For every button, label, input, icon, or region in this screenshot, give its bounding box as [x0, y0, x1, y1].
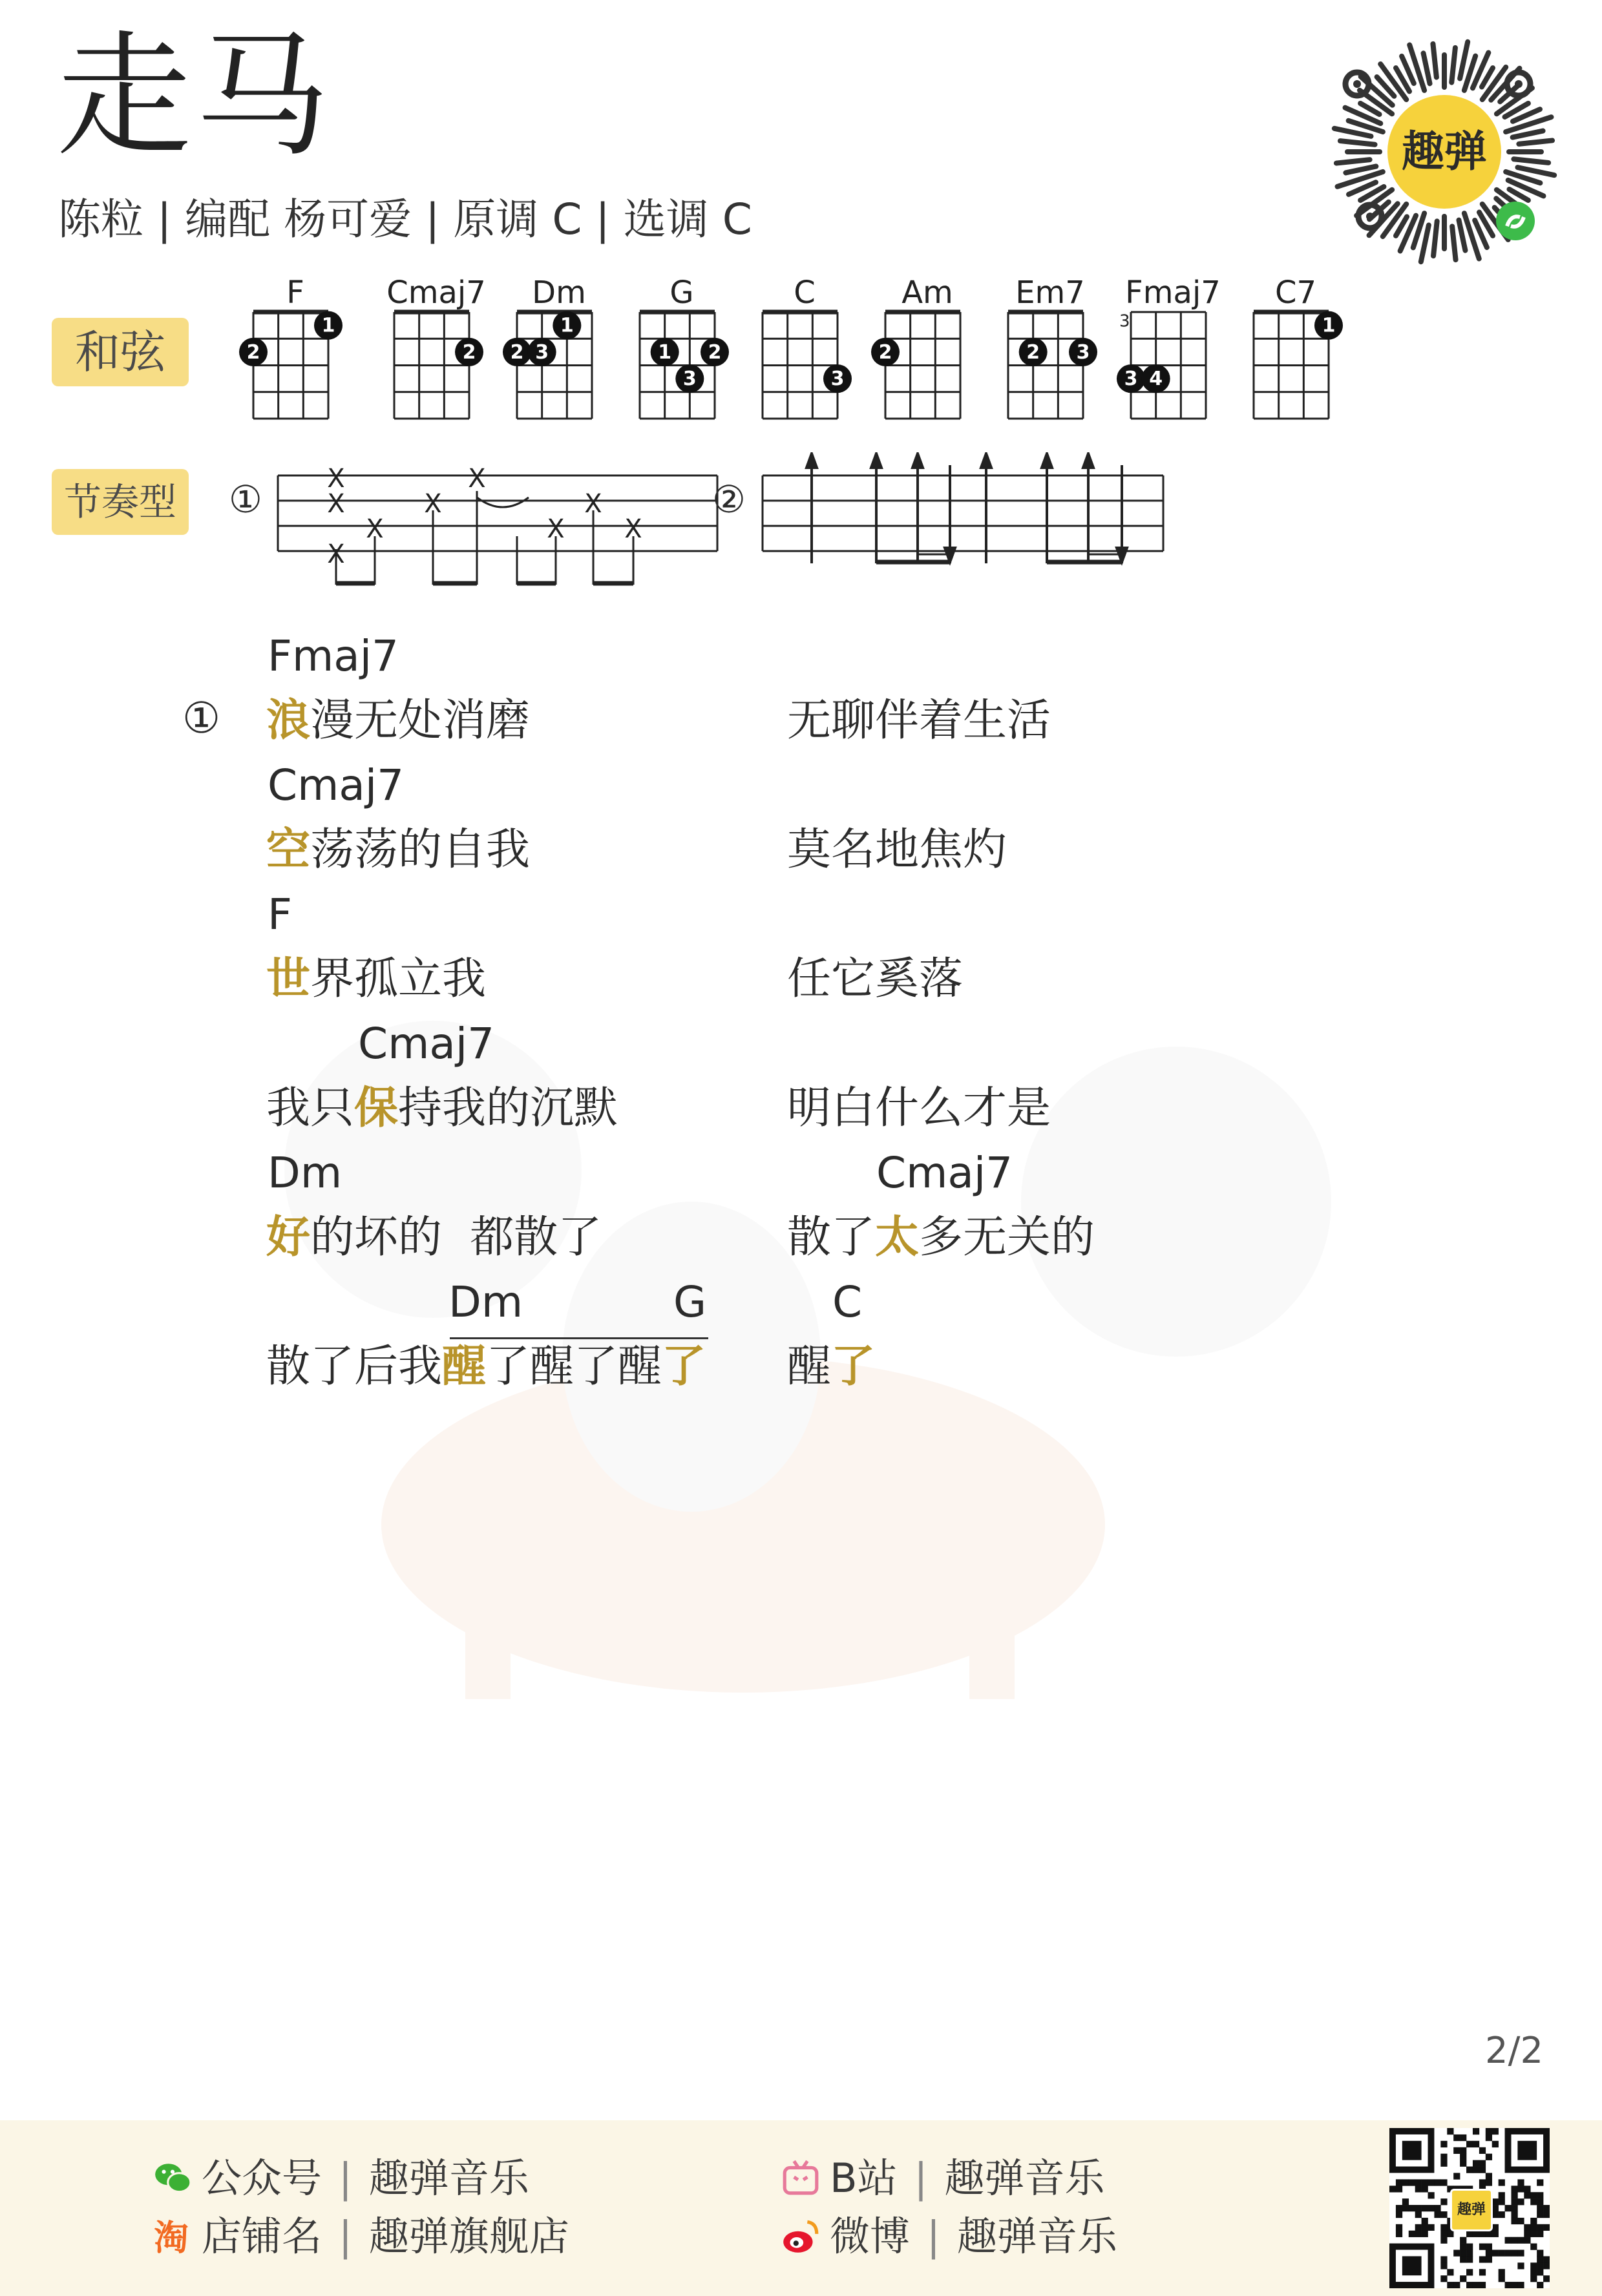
finger-number: 3 — [830, 368, 845, 391]
lyric-accent: 世 — [266, 954, 311, 1005]
chord-label: Cmaj7 — [876, 1148, 1013, 1198]
svg-text:X: X — [547, 514, 565, 544]
taobao-icon — [153, 2217, 193, 2257]
chord-label: Cmaj7 — [358, 1019, 495, 1069]
lyric-text: 界孤立我 — [310, 954, 487, 1005]
lyric-text: 持我的沉默 — [398, 1083, 618, 1134]
chord-diagram-dm — [504, 275, 614, 423]
chord-label: G — [673, 1277, 707, 1327]
finger-number: 3 — [682, 368, 697, 391]
svg-text:X: X — [424, 489, 442, 519]
bilibili-label: B站 — [830, 2155, 898, 2202]
logo-badge[interactable] — [1325, 32, 1564, 271]
lyric-line — [787, 1211, 1095, 1265]
finger-number: 1 — [1322, 314, 1336, 337]
chord-grid — [1118, 307, 1219, 433]
meta-separator: | — [156, 194, 172, 244]
wechat-value: 趣弹音乐 — [368, 2155, 529, 2202]
tie-line — [450, 1337, 708, 1339]
chord-diagram-em7 — [995, 275, 1105, 423]
weibo-icon — [781, 2217, 821, 2257]
chord-name: G — [669, 275, 694, 311]
bilibili-value: 趣弹音乐 — [944, 2155, 1105, 2202]
weibo-value: 趣弹音乐 — [956, 2213, 1117, 2260]
song-title: 走马 — [57, 19, 333, 175]
section-number: ① — [182, 693, 221, 743]
chord-grid — [504, 307, 605, 433]
song-meta — [58, 194, 752, 245]
start-fret-label: 3 — [1119, 311, 1130, 331]
lyric-accent: 了 — [831, 1341, 876, 1392]
svg-text:淘: 淘 — [154, 2217, 189, 2257]
finger-number: 3 — [1124, 368, 1138, 391]
finger-number: 2 — [1026, 340, 1040, 364]
finger-number: 2 — [878, 340, 892, 364]
footer-weibo[interactable] — [781, 2211, 1117, 2262]
footer-bilibili[interactable] — [781, 2153, 1104, 2204]
chord-grid — [872, 307, 973, 433]
lyric-text: 散了后我 — [266, 1341, 443, 1392]
taobao-value: 趣弹旗舰店 — [368, 2213, 569, 2260]
lyric-line — [266, 1081, 618, 1136]
chord-grid — [381, 307, 482, 433]
logo-text: 趣弹 — [1402, 127, 1487, 176]
svg-text:X: X — [468, 464, 486, 494]
chord-grid — [627, 307, 728, 433]
svg-text:X: X — [327, 464, 345, 494]
chord-name: Am — [901, 275, 953, 311]
chord-label: F — [268, 890, 292, 939]
lyric-text: 的坏的 都散了 — [310, 1212, 602, 1263]
chord-name: C7 — [1274, 275, 1317, 311]
lyric-line — [787, 1340, 875, 1394]
footer-qr-code[interactable] — [1389, 2128, 1550, 2288]
footer-separator: | — [927, 2213, 940, 2260]
finger-number: 3 — [535, 340, 549, 364]
chord-name: Fmaj7 — [1125, 275, 1221, 311]
chord-diagram-c7 — [1241, 275, 1351, 423]
lyric-line: 无聊伴着生活 — [787, 695, 1051, 746]
chord-label: Cmaj7 — [268, 760, 405, 810]
finger-number: 2 — [708, 340, 722, 364]
chord-grid — [750, 307, 850, 433]
chord-label: Dm — [268, 1148, 343, 1198]
lyric-accent: 醒 — [442, 1341, 487, 1392]
lyric-line — [266, 823, 530, 877]
chosen-key-label: 选调 — [623, 194, 709, 244]
lyric-line: 明白什么才是 — [787, 1083, 1051, 1134]
lyric-text: 我只 — [266, 1083, 355, 1134]
qr-center-badge: 趣弹 — [1450, 2189, 1493, 2231]
lyric-accent: 空 — [266, 824, 311, 875]
footer-taobao[interactable] — [153, 2211, 569, 2262]
finger-number: 1 — [321, 314, 335, 337]
finger-number: 4 — [1149, 368, 1163, 391]
chord-grid — [995, 307, 1096, 433]
chosen-key: C — [722, 194, 752, 244]
svg-text:X: X — [366, 514, 384, 544]
original-key-label: 原调 — [453, 194, 539, 244]
chord-name: C — [794, 275, 816, 311]
rhythm-pattern-1 — [271, 452, 763, 601]
rhythm-tag: 节奏型 — [52, 469, 189, 535]
finger-number: 1 — [560, 314, 574, 337]
lyric-line: 任它奚落 — [787, 954, 964, 1005]
lyric-line — [266, 952, 486, 1007]
svg-text:X: X — [327, 489, 345, 519]
chord-name: Cmaj7 — [386, 275, 486, 311]
taobao-label: 店铺名 — [202, 2213, 322, 2260]
footer-separator: | — [914, 2155, 928, 2202]
lyric-text: 荡荡的自我 — [310, 824, 531, 875]
chord-name: Dm — [532, 275, 586, 311]
meta-separator: | — [425, 194, 440, 244]
bilibili-icon — [781, 2158, 821, 2198]
rhythm-pattern-2 — [756, 452, 1170, 581]
lyric-line — [266, 1211, 602, 1265]
finger-number: 1 — [658, 340, 672, 364]
arranger-label: 编配 — [185, 194, 271, 244]
chord-label: C — [832, 1277, 863, 1327]
chord-name: Em7 — [1015, 275, 1085, 311]
lyric-accent: 太 — [875, 1212, 920, 1263]
rhythm-label-1: ① — [229, 477, 262, 521]
chord-diagram-f — [240, 275, 350, 423]
chord-grid — [1241, 307, 1342, 433]
lyric-text: 散了 — [787, 1212, 876, 1263]
chord-diagram-c — [750, 275, 859, 423]
chord-diagram-fmaj7 — [1118, 275, 1228, 423]
chord-label: Fmaj7 — [268, 631, 399, 681]
chord-label: Dm — [448, 1277, 523, 1327]
weibo-label: 微博 — [830, 2213, 911, 2260]
chord-diagram-cmaj7 — [381, 275, 491, 423]
page-number: 2/2 — [1485, 2030, 1544, 2072]
chord-diagram-am — [872, 275, 982, 423]
artist: 陈粒 — [58, 194, 143, 244]
lyric-line — [266, 1340, 706, 1394]
lyric-accent: 浪 — [266, 695, 311, 746]
lyric-text: 醒 — [787, 1341, 832, 1392]
finger-number: 3 — [1076, 340, 1090, 364]
footer-separator: | — [339, 2213, 352, 2260]
lyric-text: 了醒了醒 — [486, 1341, 662, 1392]
chord-name: F — [286, 275, 304, 311]
footer — [0, 2120, 1602, 2296]
svg-text:X: X — [327, 539, 345, 569]
footer-wechat[interactable] — [153, 2153, 529, 2204]
lyric-accent: 好 — [266, 1212, 311, 1263]
meta-separator: | — [595, 194, 610, 244]
lyric-text: 漫无处消磨 — [310, 695, 531, 746]
lyric-accent: 了 — [662, 1341, 706, 1392]
finger-number: 2 — [246, 340, 260, 364]
lyric-line: 莫名地焦灼 — [787, 824, 1007, 875]
arranger: 杨可爱 — [284, 194, 412, 244]
lyric-text: 多无关的 — [919, 1212, 1095, 1263]
footer-separator: | — [339, 2155, 352, 2202]
chord-diagram-g — [627, 275, 737, 423]
lyric-accent: 保 — [354, 1083, 399, 1134]
svg-text:X: X — [624, 514, 642, 544]
chord-grid — [240, 307, 341, 433]
original-key: C — [552, 194, 582, 244]
rhythm-label-2: ② — [712, 477, 746, 521]
finger-number: 2 — [510, 340, 524, 364]
lyric-line — [266, 694, 530, 748]
chords-tag: 和弦 — [52, 318, 189, 386]
finger-number: 2 — [462, 340, 476, 364]
svg-text:X: X — [584, 489, 602, 519]
wechat-label: 公众号 — [202, 2155, 322, 2202]
wechat-icon — [153, 2158, 193, 2198]
